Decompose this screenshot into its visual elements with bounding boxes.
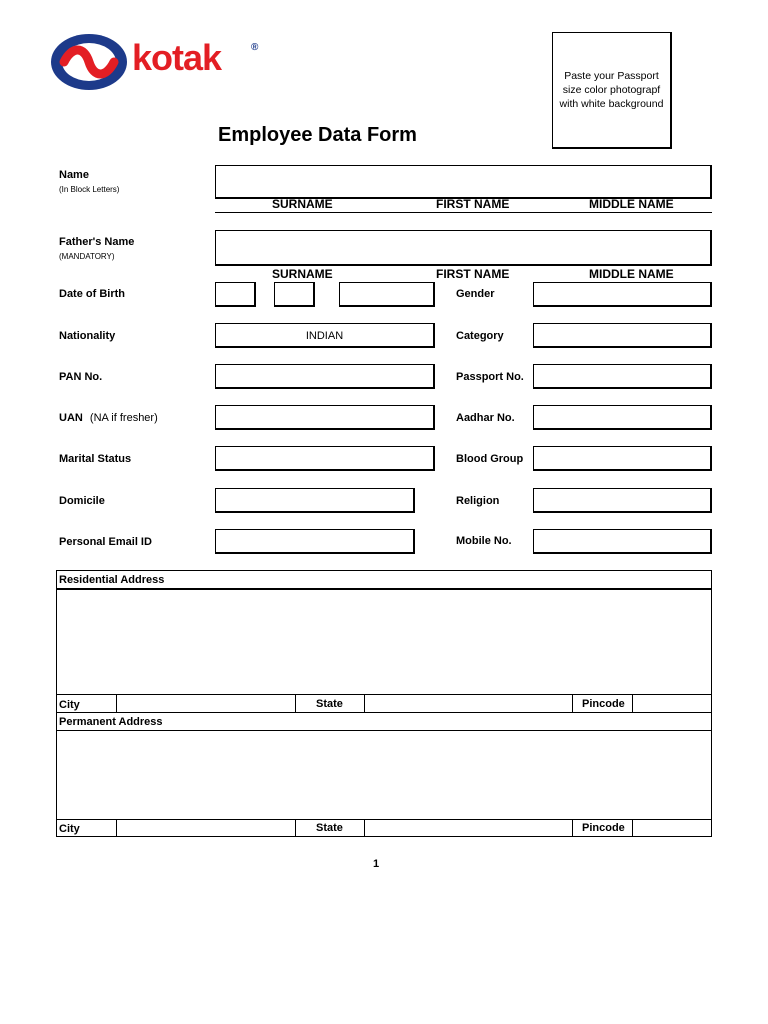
father-col-first: FIRST NAME [436, 267, 510, 281]
registered-mark: ® [251, 42, 259, 53]
page-title: Employee Data Form [218, 124, 417, 146]
dob-label: Date of Birth [59, 288, 125, 300]
permanent-state-label: State [316, 822, 343, 834]
passport-label: Passport No. [456, 371, 524, 383]
name-col-middle: MIDDLE NAME [589, 197, 674, 211]
nationality-label: Nationality [59, 330, 116, 342]
permanent-address-header [56, 712, 712, 731]
mobile-field[interactable] [533, 529, 712, 554]
permanent-pincode-field[interactable] [632, 819, 712, 837]
permanent-city-label-cell [56, 819, 117, 837]
gender-field[interactable] [533, 282, 712, 307]
marital-status-field[interactable] [215, 446, 435, 471]
blood-group-field[interactable] [533, 446, 712, 471]
uan-field[interactable] [215, 405, 435, 430]
residential-pincode-label: Pincode [582, 698, 625, 710]
residential-state-label-cell [295, 694, 365, 713]
residential-state-field[interactable] [364, 694, 573, 713]
photo-instruction: Paste your Passport size color photograpf with white background [559, 70, 664, 110]
dob-month-field[interactable] [274, 282, 315, 307]
page-number: 1 [373, 858, 380, 870]
uan-label [59, 411, 158, 425]
father-name-label: Father's Name [59, 236, 135, 248]
name-col-first: FIRST NAME [436, 197, 510, 211]
residential-city-label-cell [56, 694, 117, 713]
marital-status-label: Marital Status [59, 453, 132, 465]
residential-city-field[interactable] [116, 694, 296, 713]
permanent-pincode-label-cell [572, 819, 633, 837]
permanent-city-label: City [59, 823, 80, 835]
uan-label-text: UAN [59, 412, 83, 424]
uan-hint: (NA if fresher) [89, 412, 158, 424]
domicile-label: Domicile [59, 495, 105, 507]
nationality-value: INDIAN [305, 330, 344, 342]
name-field[interactable] [215, 165, 712, 199]
residential-address-header [56, 570, 712, 589]
category-label: Category [456, 330, 504, 342]
father-name-field[interactable] [215, 230, 712, 266]
blood-group-label: Blood Group [456, 453, 524, 465]
residential-address-title: Residential Address [59, 574, 165, 586]
kotak-emblem-icon [50, 32, 130, 92]
religion-field[interactable] [533, 488, 712, 513]
name-col-surname: SURNAME [272, 197, 333, 211]
pan-field[interactable] [215, 364, 435, 389]
father-name-hint: (MANDATORY) [59, 252, 115, 261]
permanent-state-label-cell [295, 819, 365, 837]
residential-address-field[interactable] [56, 588, 712, 695]
permanent-state-field[interactable] [364, 819, 573, 837]
name-divider [215, 212, 712, 213]
permanent-address-title: Permanent Address [59, 716, 163, 728]
domicile-field[interactable] [215, 488, 415, 513]
residential-pincode-label-cell [572, 694, 633, 713]
residential-pincode-field[interactable] [632, 694, 712, 713]
mobile-label: Mobile No. [456, 535, 512, 547]
aadhar-label: Aadhar No. [456, 412, 515, 424]
dob-day-field[interactable] [215, 282, 256, 307]
nationality-field[interactable] [215, 323, 435, 348]
category-field[interactable] [533, 323, 712, 348]
permanent-address-field[interactable] [56, 730, 712, 820]
permanent-city-field[interactable] [116, 819, 296, 837]
dob-year-field[interactable] [339, 282, 435, 307]
father-col-surname: SURNAME [272, 267, 333, 281]
kotak-wordmark: kotak [132, 37, 222, 78]
religion-label: Religion [456, 495, 500, 507]
kotak-logo [50, 32, 265, 92]
father-col-middle: MIDDLE NAME [589, 267, 674, 281]
name-label: Name [59, 169, 89, 181]
photo-box[interactable] [552, 32, 672, 149]
email-field[interactable] [215, 529, 415, 554]
gender-label: Gender [456, 288, 495, 300]
residential-state-label: State [316, 698, 343, 710]
permanent-pincode-label: Pincode [582, 822, 625, 834]
name-hint: (In Block Letters) [59, 185, 120, 194]
pan-label: PAN No. [59, 371, 103, 383]
residential-city-label: City [59, 699, 80, 711]
email-label: Personal Email ID [59, 536, 152, 548]
passport-field[interactable] [533, 364, 712, 389]
aadhar-field[interactable] [533, 405, 712, 430]
